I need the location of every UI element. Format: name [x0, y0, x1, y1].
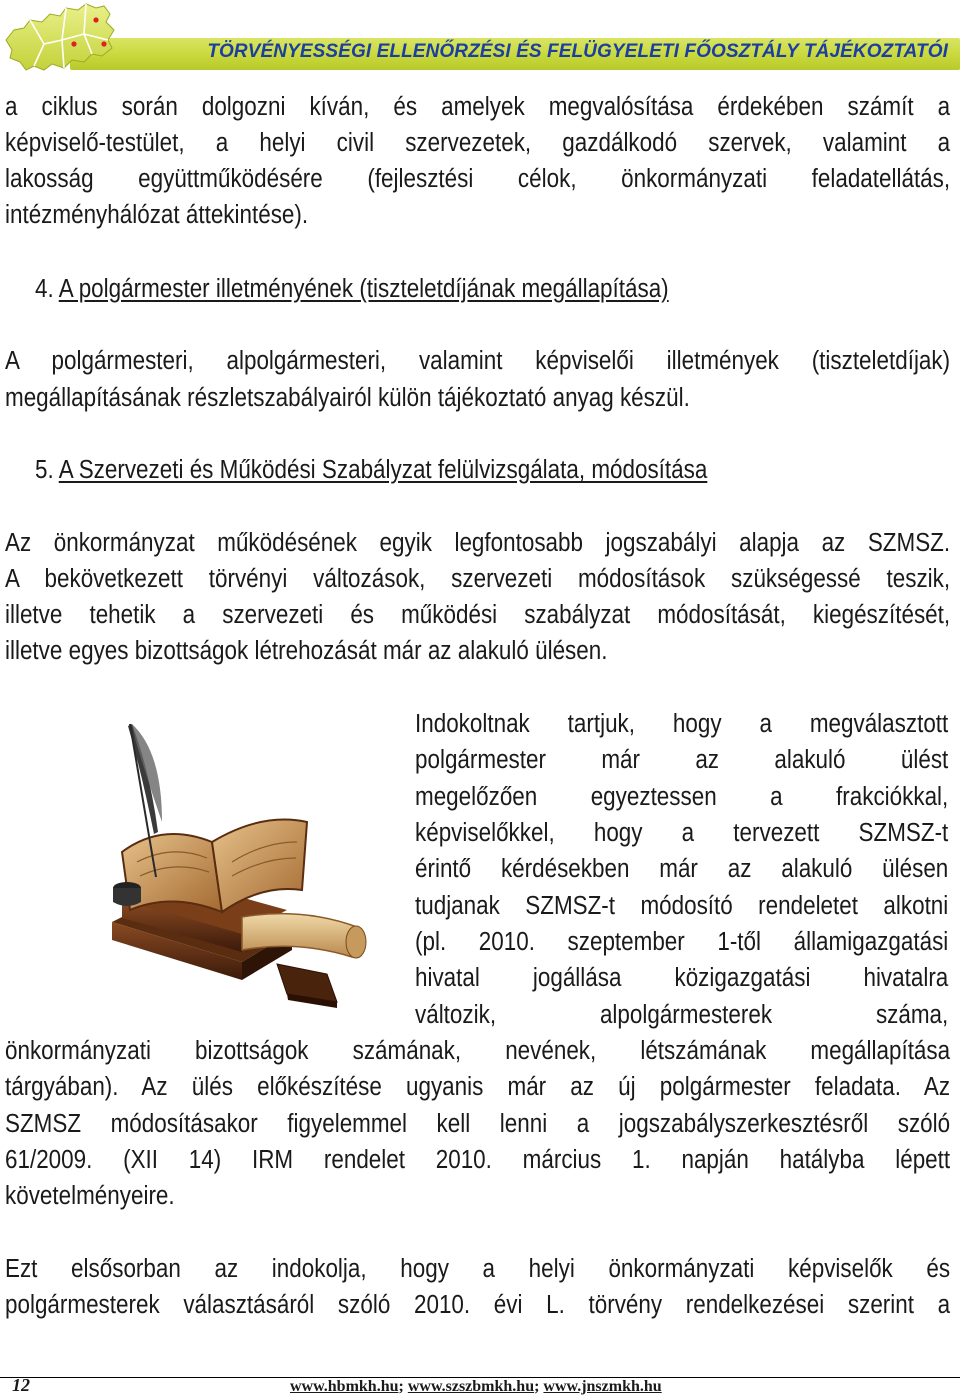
section-4-number: 4.	[35, 275, 54, 303]
section-5-wrap-line: Indokoltnak tartjuk, hogy a megválasztott	[415, 710, 949, 738]
footer-link-jnszmkh[interactable]: www.jnszmkh.hu	[543, 1378, 662, 1395]
section-5-line: illetve egyes bizottságok létrehozását már az alakuló ülésen.	[5, 637, 608, 665]
header-title: TÖRVÉNYESSÉGI ELLENŐRZÉSI ÉS FELÜGYELETI FŐOSZTÁLY TÁJÉKOZTATÓI	[207, 41, 948, 62]
page-header	[0, 0, 960, 80]
intro-line: a ciklus során dolgozni kíván, és amelyek megvalósítása érdekében számít a	[5, 93, 951, 121]
section-5-wrap-line: változik, alpolgármesterek száma,	[415, 1001, 949, 1029]
intro-line: intézményhálózat áttekintése).	[5, 201, 309, 229]
section-5-wrap-line: polgármester már az alakuló ülést	[415, 746, 949, 774]
section-5-wrap-line: megelőzően egyeztessen a frakciókkal,	[415, 783, 949, 811]
section-4-line: A polgármesteri, alpolgármesteri, valamint képviselői illetmények (tiszteletdíjak)	[5, 347, 951, 375]
section-5-number: 5.	[35, 456, 54, 484]
section-5-full-line: SZMSZ módosításakor figyelemmel kell lenni a jogszabályszerkesztésről szóló	[5, 1110, 951, 1138]
section-4-line: megállapításának részletszabályairól külön tájékoztató anyag készül.	[5, 384, 690, 412]
intro-line: képviselő-testület, a helyi civil szervezetek, gazdálkodó szervek, valamint a	[5, 129, 951, 157]
section-5-wrap-line: hivatal jogállása közigazgatási hivatalra	[415, 964, 949, 992]
footer-separator: ;	[534, 1378, 544, 1395]
section-5-title: A Szervezeti és Működési Szabályzat felülvizsgálata, módosítása	[58, 456, 708, 484]
books-quill-illustration	[92, 712, 392, 1012]
header-band	[70, 38, 960, 70]
closing-line: Ezt elsősorban az indokolja, hogy a helyi önkormányzati képviselők és	[5, 1255, 951, 1283]
section-5-line: Az önkormányzat működésének egyik legfontosabb jogszabályi alapja az SZMSZ.	[5, 529, 951, 557]
page-number: 12	[12, 1375, 30, 1395]
section-5-wrap-line: tudjanak SZMSZ-t módosító rendeletet alkotni	[415, 892, 949, 920]
section-5-full-line: 61/2009. (XII 14) IRM rendelet 2010. március 1. napján hatályba lépett	[5, 1146, 951, 1174]
footer-separator: ;	[398, 1378, 408, 1395]
section-5-wrap-line: (pl. 2010. szeptember 1-től államigazgatási	[415, 928, 949, 956]
intro-line: lakosság együttműködésére (fejlesztési célok, önkormányzati feladatellátás,	[5, 165, 951, 193]
closing-line: polgármesterek választásáról szóló 2010. évi L. törvény rendelkezései szerint a	[5, 1291, 951, 1319]
section-5-full-line: önkormányzati bizottságok számának, nevének, létszámának megállapítása	[5, 1037, 951, 1065]
section-4-title: A polgármester illetményének (tiszteletdíjának megállapítása)	[58, 275, 669, 303]
section-4-heading	[35, 271, 669, 307]
footer-links	[290, 1378, 662, 1396]
section-5-wrap-line: érintő kérdésekben már az alakuló ülésen	[415, 855, 949, 883]
section-5-wrap-line: képviselőkkel, hogy a tervezett SZMSZ-t	[415, 819, 949, 847]
section-5-heading	[35, 452, 707, 488]
section-5-line: A bekövetkezett törvényi változások, szervezeti módosítások szükségessé teszik,	[5, 565, 951, 593]
footer-link-hbmkh[interactable]: www.hbmkh.hu	[290, 1378, 399, 1395]
footer-link-szszbmkh[interactable]: www.szszbmkh.hu	[407, 1378, 535, 1395]
section-5-full-line: követelményeire.	[5, 1182, 175, 1210]
hungary-map-logo-icon	[0, 0, 130, 78]
section-5-full-line: tárgyában). Az ülés előkészítése ugyanis már az új polgármester feladata. Az	[5, 1073, 951, 1101]
section-5-line: illetve tehetik a szervezeti és működési szabályzat módosítását, kiegészítését,	[5, 601, 951, 629]
